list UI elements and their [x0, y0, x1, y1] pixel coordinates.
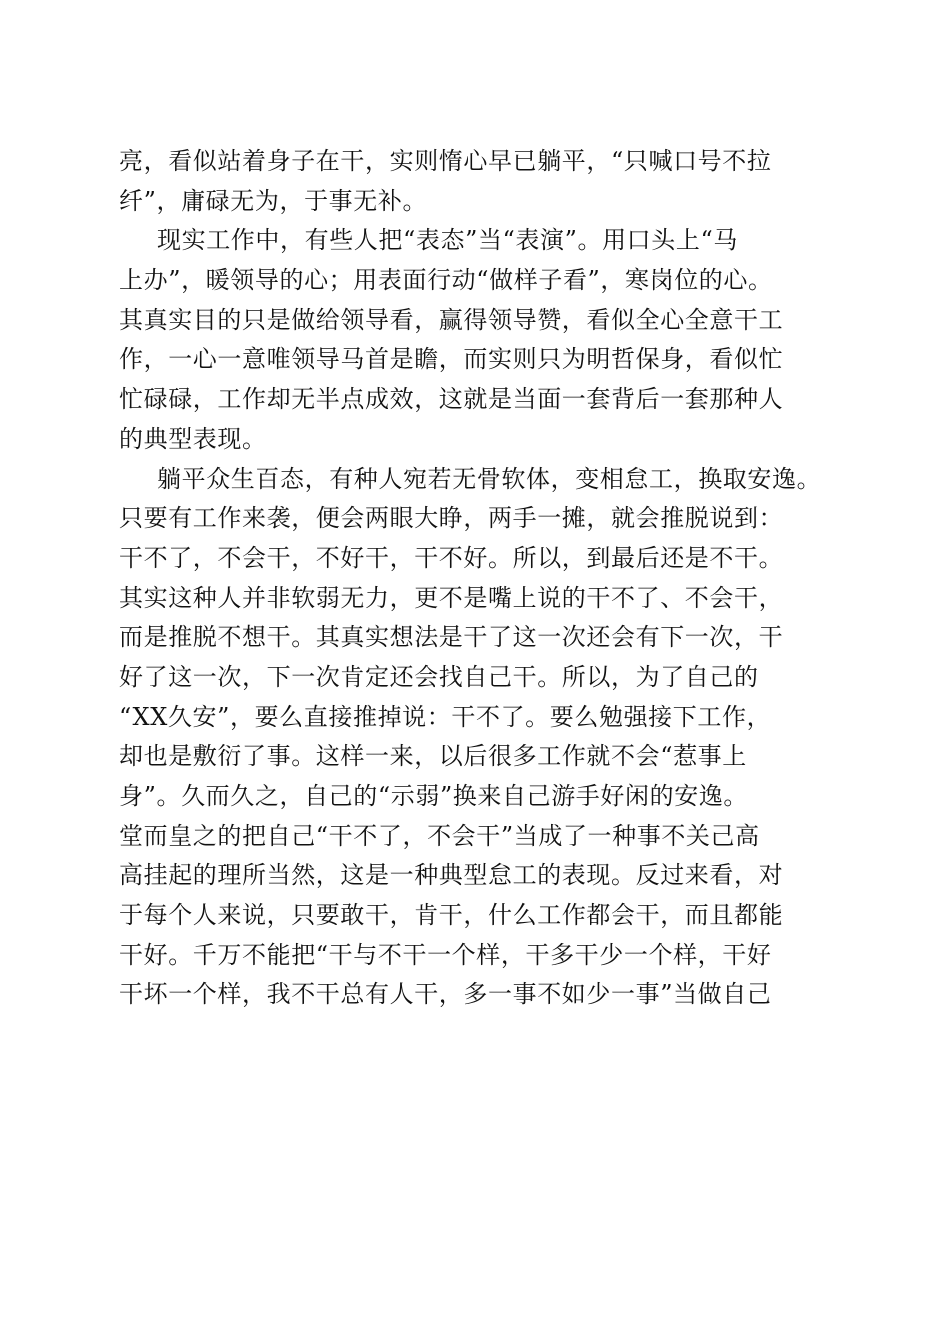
- paragraph-start-line: 现实工作中，有些人把“表态”当“表演”。用口头上“马: [157, 226, 738, 255]
- text-line: 的典型表现。: [119, 424, 267, 453]
- text-line: 却也是敷衍了事。这样一来，以后很多工作就不会“惹事上: [119, 742, 747, 771]
- text-line: 只要有工作来袭，便会两眼大睁，两手一摊，就会推脱说到：: [119, 504, 784, 533]
- paragraph-start-line: 躺平众生百态，有种人宛若无骨软体，变相怠工，换取安逸。: [157, 464, 822, 493]
- text-line: 干坏一个样，我不干总有人干，多一事不如少一事”当做自己: [119, 980, 772, 1009]
- text-line: 于每个人来说，只要敢干，肯干，什么工作都会干，而且都能: [119, 901, 784, 930]
- text-line: 忙碌碌，工作却无半点成效，这就是当面一套背后一套那种人: [119, 385, 784, 414]
- text-line: 作，一心一意唯领导马首是瞻，而实则只为明哲保身，看似忙: [119, 345, 784, 374]
- text-line: 干不了，不会干，不好干，干不好。所以，到最后还是不干。: [119, 543, 784, 572]
- text-line: 上办”，暖领导的心；用表面行动“做样子看”，寒岗位的心。: [119, 266, 773, 295]
- text-line: 高挂起的理所当然，这是一种典型怠工的表现。反过来看，对: [119, 861, 784, 890]
- body-text: [119, 142, 831, 1015]
- text-line: 其真实目的只是做给领导看，赢得领导赞，看似全心全意干工: [119, 305, 784, 334]
- text-line: “XX久安”，要么直接推掉说：干不了。要么勉强接下工作，: [119, 702, 772, 731]
- text-line: 身”。久而久之，自己的“示弱”换来自己游手好闲的安逸。: [119, 782, 749, 810]
- text-line: 而是推脱不想干。其真实想法是干了这一次还会有下一次，干: [119, 623, 784, 652]
- text-line: 亮，看似站着身子在干，实则惰心早已躺平，“只喊口号不拉: [119, 147, 772, 175]
- text-line: 干好。千万不能把“干与不干一个样，干多干少一个样，干好: [119, 940, 772, 969]
- text-line: 堂而皇之的把自己“干不了，不会干”当成了一种事不关己高: [119, 821, 760, 850]
- text-line: 其实这种人并非软弱无力，更不是嘴上说的干不了、不会干，: [119, 583, 784, 612]
- text-line: 纤”，庸碌无为，于事无补。: [119, 186, 428, 215]
- text-line: 好了这一次，下一次肯定还会找自己干。所以，为了自己的: [119, 662, 759, 691]
